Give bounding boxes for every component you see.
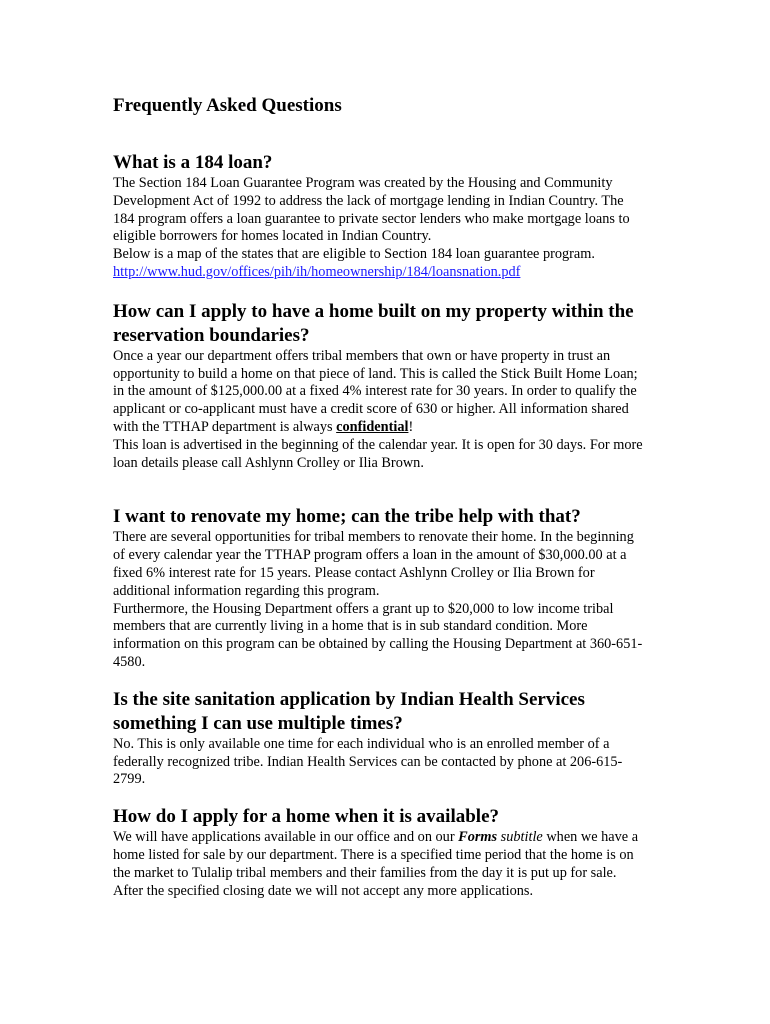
document-page <box>113 94 643 900</box>
faq-answer-paragraph: No. This is only available one time for each individual who is an enrolled member of a federally recognized tribe. Indian Health Services can be contacted by phone at 206-615-2799. <box>113 735 623 788</box>
faq-answer-paragraph: This loan is advertised in the beginning of the calendar year. It is open for 30 days. For more loan details please call Ashlynn Crolley or Ilia Brown. <box>113 436 643 471</box>
answer-text: Once a year our department offers tribal members that own or have property in trust an opportunity to build a home on that piece of land. This is called the Stick Built Home Loan; in the amount of $125,000.00 at a fixed 4% interest rate for 30 years. In order to qualify the applicant or co-applicant must have a credit score of 630 or higher. All information shared with the TTHAP department is always <box>113 347 638 435</box>
subtitle-emphasis: subtitle <box>497 829 543 846</box>
faq-answer-paragraph <box>113 829 643 900</box>
faq-section-home-built <box>113 300 643 473</box>
faq-question: How can I apply to have a home built on my property within the reservation boundaries? <box>113 300 634 346</box>
page-title: Frequently Asked Questions <box>113 95 342 116</box>
faq-answer-paragraph: Furthermore, the Housing Department offers a grant up to $20,000 to low income tribal members that are currently living in a home that is in sub standard condition. More information on this program can be obtained by calling the Housing Department at 360-651-4580. <box>113 600 643 670</box>
faq-section-site-sanitation <box>113 688 643 789</box>
faq-answer-paragraph: The Section 184 Loan Guarantee Program was created by the Housing and Community Development Act of 1992 to address the lack of mortgage lending in Indian Country. The 184 program offers a loan guarantee to private sector lenders who make mortgage loans to eligible borrowers for homes located in Indian Country. <box>113 175 630 245</box>
answer-text: when we have a home listed for sale by our department. There is a specified time period that the home is on the market to Tulalip tribal members and their families from the day it is put up for sale. After the specified closing date we will not accept any more applications. <box>113 829 639 899</box>
faq-answer-paragraph: Below is a map of the states that are eligible to Section 184 loan guarantee program. <box>113 246 595 263</box>
forms-emphasis: Forms <box>458 829 498 846</box>
faq-answer-paragraph <box>113 348 643 437</box>
faq-section-184-loan <box>113 151 643 282</box>
faq-question: What is a 184 loan? <box>113 152 273 173</box>
confidential-emphasis: confidential <box>336 418 409 435</box>
answer-text: We will have applications available in our office and on our <box>113 829 459 846</box>
faq-question: I want to renovate my home; can the tribe help with that? <box>113 506 581 528</box>
hud-loansnation-link[interactable]: http://www.hud.gov/offices/pih/ih/homeownership/184/loansnation.pdf <box>113 263 521 280</box>
faq-section-renovate <box>113 505 643 671</box>
faq-question: How do I apply for a home when it is available? <box>113 806 500 828</box>
faq-section-apply-home <box>113 805 643 900</box>
faq-answer-paragraph: There are several opportunities for tribal members to renovate their home. In the beginning of every calendar year the TTHAP program offers a loan in the amount of $30,000.00 at a fixed 6% interest rate for 15 years. Please contact Ashlynn Crolley or Ilia Brown for additional information regarding this program. <box>113 529 634 599</box>
answer-text: ! <box>408 418 414 435</box>
faq-question: Is the site sanitation application by Indian Health Services something I can use multiple times? <box>113 688 585 734</box>
